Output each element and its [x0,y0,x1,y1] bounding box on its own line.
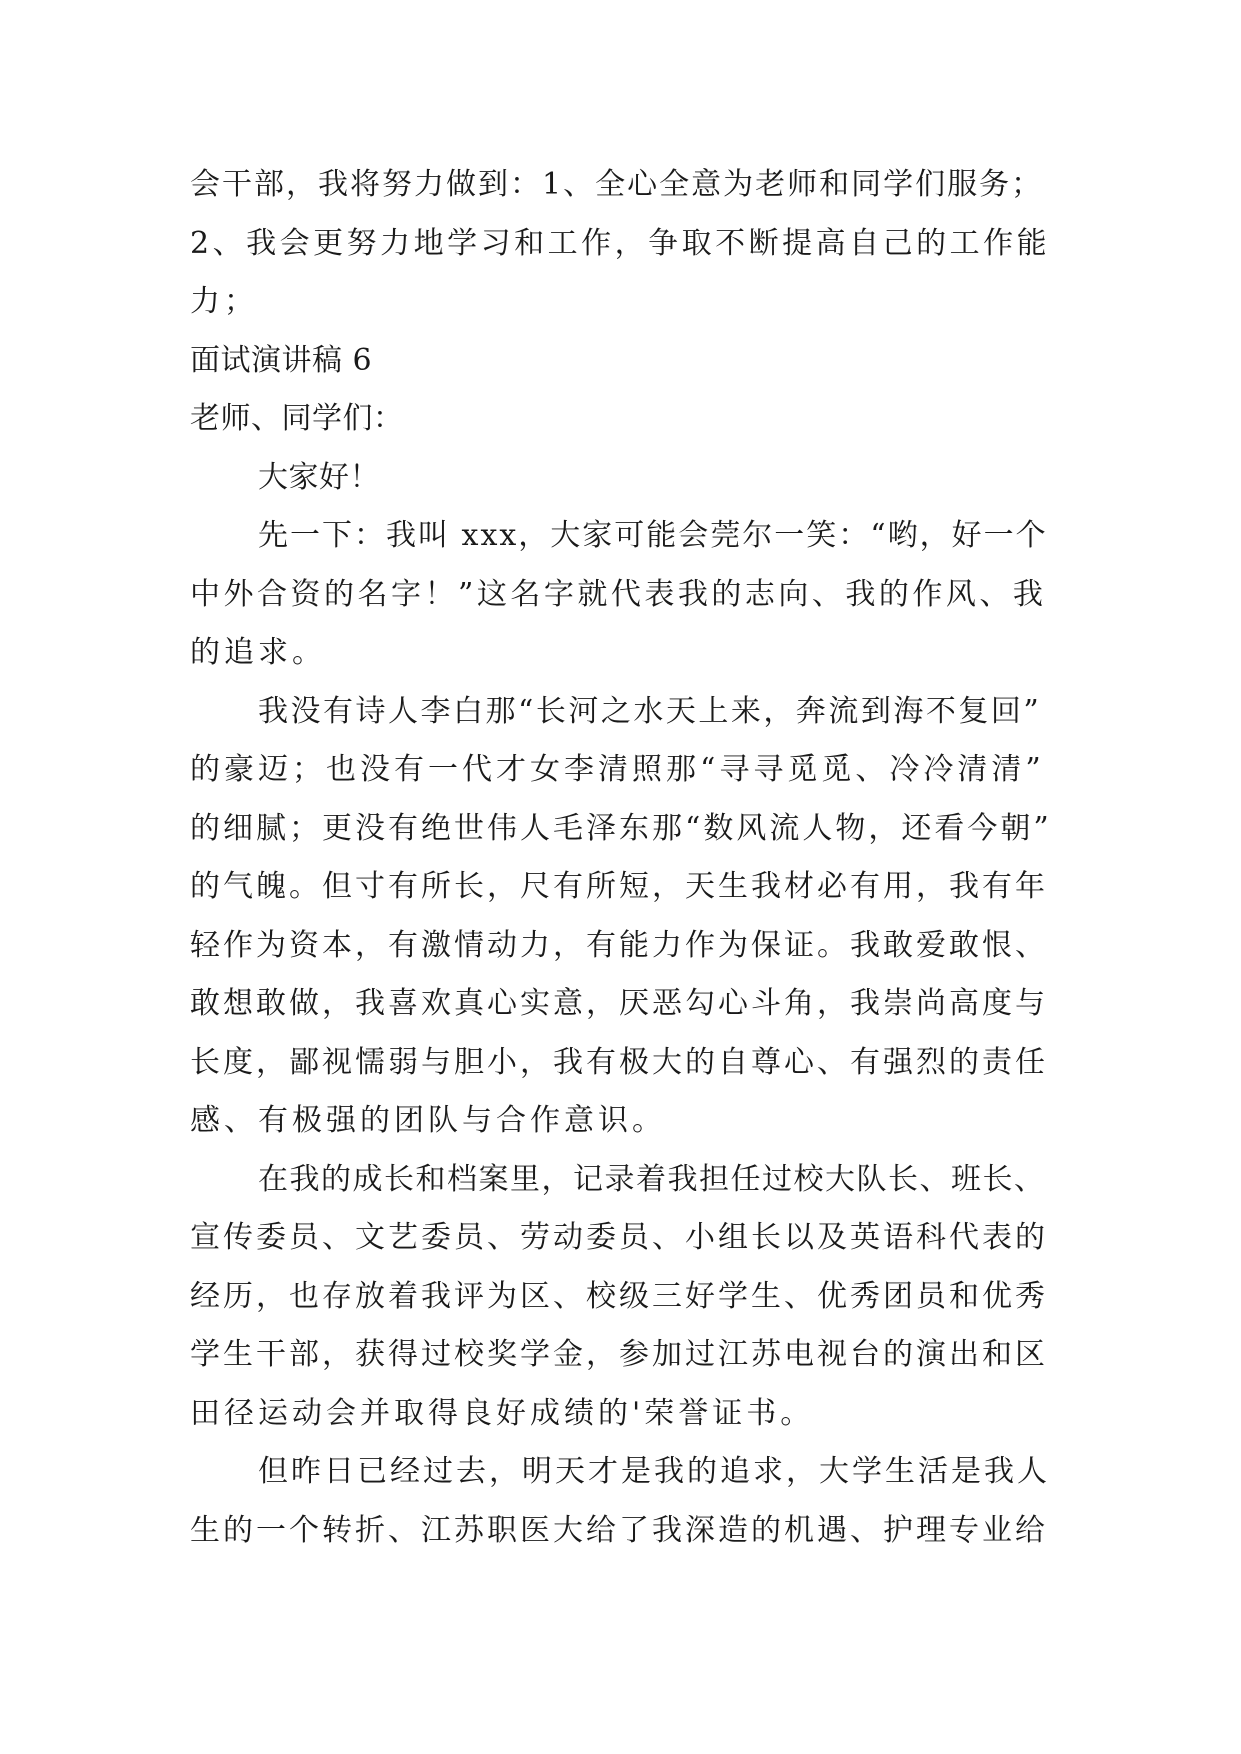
text-line: 宣传委员、文艺委员、劳动委员、小组长以及英语科代表的 [190,1220,1048,1255]
text-line: 的豪迈；也没有一代才女李清照那“寻寻觅觅、冷冷清清” [190,752,1045,787]
text-line: 中外合资的名字！”这名字就代表我的志向、我的作风、我 [190,576,1047,612]
text-line: 我没有诗人李白那“长河之水天上来，奔流到海不复回” [258,693,1042,729]
salutation: 老师、同学们： [190,401,404,436]
text-line: 学生干部，获得过校奖学金，参加过江苏电视台的演出和区 [190,1337,1048,1372]
greeting: 大家好！ [258,459,380,495]
text-line: 轻作为资本，有激情动力，有能力作为保证。我敢爱敢恨、 [190,927,1048,963]
section-heading: 面试演讲稿 6 [190,342,373,378]
text-line: 敢想敢做，我喜欢真心实意，厌恶勾心斗角，我崇尚高度与 [190,986,1048,1021]
text-line: 力； [190,284,258,319]
text-line: 长度，鄙视懦弱与胆小，我有极大的自尊心、有强烈的责任 [190,1044,1048,1080]
text-line: 的追求。 [190,635,326,670]
text-line: 生的一个转折、江苏职医大给了我深造的机遇、护理专业给 [190,1512,1048,1548]
text-line: 会干部，我将努力做到：1、全心全意为老师和同学们服务； [190,167,1044,202]
text-line: 的气魄。但寸有所长，尺有所短，天生我材必有用，我有年 [190,869,1048,904]
text-line: 但昨日已经过去，明天才是我的追求，大学生活是我人 [258,1454,1050,1489]
text-line: 田径运动会并取得良好成绩的'荣誉证书。 [190,1395,815,1431]
text-line: 在我的成长和档案里，记录着我担任过校大队长、班长、 [258,1161,1046,1197]
document-body [190,156,1052,1560]
text-line: 感、有极强的团队与合作意识。 [190,1103,666,1138]
text-line: 2、我会更努力地学习和工作，争取不断提高自己的工作能 [190,225,1051,261]
text-line: 的细腻；更没有绝世伟人毛泽东那“数风流人物，还看今朝” [190,810,1052,846]
text-line: 经历，也存放着我评为区、校级三好学生、优秀团员和优秀 [190,1278,1048,1314]
text-line: 先一下：我叫 xxx，大家可能会莞尔一笑：“哟，好一个 [258,518,1048,553]
